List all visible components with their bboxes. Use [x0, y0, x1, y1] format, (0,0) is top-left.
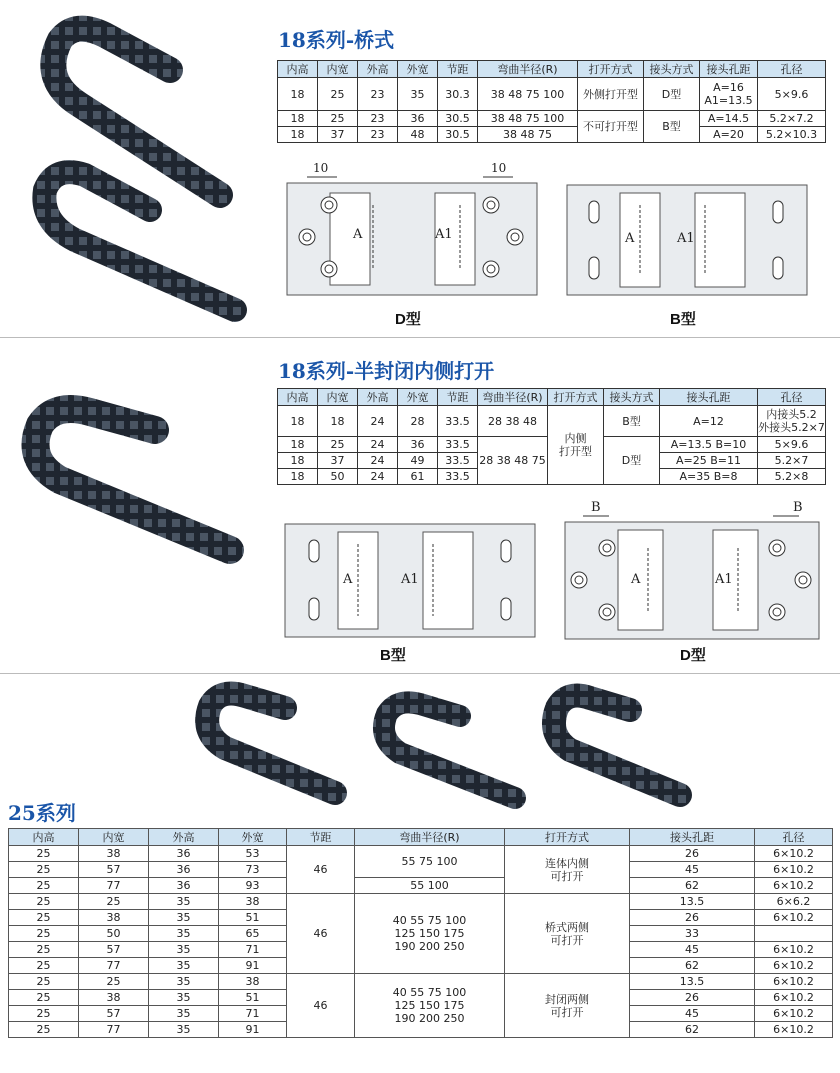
header-cell: 外高	[358, 61, 398, 78]
chain-photo-s2	[15, 390, 245, 580]
section-title-18-bridge: 18系列-桥式	[278, 28, 395, 52]
open-method-cell: 封闭两侧 可打开	[505, 974, 630, 1038]
chain-photo-s1	[20, 10, 270, 330]
dim-label: 10	[313, 161, 329, 175]
diagram-b-type-s2	[283, 522, 538, 640]
caption-d-type: D型	[680, 647, 706, 664]
table-row: 25 57 35 71 45 6×10.2	[9, 942, 833, 958]
table-row: 25 77 35 91 62 6×10.2	[9, 1022, 833, 1038]
caption-b-type: B型	[380, 647, 406, 664]
table-row: 25 77 36 93 55 100 62 6×10.2	[9, 878, 833, 894]
diagram-b-type-s1	[565, 183, 810, 298]
section-divider	[0, 673, 840, 674]
open-method-cell: 连体内侧 可打开	[505, 846, 630, 894]
dim-label: 10	[491, 161, 507, 175]
header-cell: 外宽	[219, 829, 287, 846]
chain-photo-s3-1	[185, 678, 350, 813]
radius-cell: 40 55 75 100 125 150 175 190 200 250	[355, 894, 505, 974]
radius-cell: 40 55 75 100 125 150 175 190 200 250	[355, 974, 505, 1038]
header-cell: 接头孔距	[660, 389, 758, 406]
header-cell: 打开方式	[578, 61, 644, 78]
dim-label: A	[631, 572, 641, 587]
section-divider	[0, 337, 840, 338]
header-cell: 内高	[9, 829, 79, 846]
header-cell: 接头孔距	[630, 829, 755, 846]
table-row: 25 77 35 91 62 6×10.2	[9, 958, 833, 974]
header-cell: 弯曲半径(R)	[478, 61, 578, 78]
open-method-cell: 桥式两侧 可打开	[505, 894, 630, 974]
dim-label: A1	[715, 572, 733, 587]
table-row: 18 18 24 28 33.5 28 38 48 内侧 打开型 B型 A=12 内接头5.2 外接头5.2×7	[278, 406, 826, 437]
header-cell: 内高	[278, 389, 318, 406]
dim-label: B	[591, 500, 601, 515]
header-cell: 内宽	[318, 61, 358, 78]
header-cell: 内高	[278, 61, 318, 78]
header-cell: 弯曲半径(R)	[478, 389, 548, 406]
spec-table-s3	[8, 828, 833, 1038]
table-row: 18 37 23 48 30.5 38 48 75 A=20 5.2×10.3	[278, 127, 826, 143]
radius-cell: 55 75 100	[355, 846, 505, 878]
section-title-18-semi-closed: 18系列-半封闭内侧打开	[278, 359, 495, 383]
table-row: 25 38 35 51 26 6×10.2	[9, 910, 833, 926]
header-cell: 节距	[438, 61, 478, 78]
header-cell: 接头孔距	[700, 61, 758, 78]
section-title-25: 25系列	[8, 801, 76, 825]
table-row: 18 50 24 61 33.5 A=35 B=8 5.2×8	[278, 469, 826, 485]
table-row: 25 25 35 38 46 40 55 75 100 125 150 175 190 200 250 封闭两侧 可打开 13.5 6×10.2	[9, 974, 833, 990]
table-row: 18 37 24 49 33.5 A=25 B=11 5.2×7	[278, 453, 826, 469]
spec-table-s2	[277, 388, 826, 485]
header-cell: 外高	[149, 829, 219, 846]
header-cell: 节距	[438, 389, 478, 406]
header-cell: 孔径	[758, 389, 826, 406]
header-cell: 内宽	[79, 829, 149, 846]
header-cell: 接头方式	[604, 389, 660, 406]
dim-label: A	[353, 227, 363, 242]
table-row: 18 25 23 36 30.5 38 48 75 100 不可打开型 B型 A=14.5 5.2×7.2	[278, 111, 826, 127]
table-row: 18 25 24 36 33.5 28 38 48 75 D型 A=13.5 B=10 5×9.6	[278, 437, 826, 453]
table-row: 25 50 35 65 33	[9, 926, 833, 942]
table-row: 25 25 35 38 46 40 55 75 100 125 150 175 190 200 250 桥式两侧 可打开 13.5 6×6.2	[9, 894, 833, 910]
table-row: 18 25 23 35 30.3 38 48 75 100 外侧打开型 D型 A=16 A1=13.5 5×9.6	[278, 78, 826, 111]
chain-photo-s3-3	[535, 680, 695, 815]
dim-label: A	[625, 231, 635, 246]
dim-label: A1	[435, 227, 453, 242]
header-cell: 孔径	[758, 61, 826, 78]
header-cell: 外宽	[398, 389, 438, 406]
diagram-d-type-s1	[285, 161, 540, 300]
header-cell: 孔径	[755, 829, 833, 846]
diagram-d-type-s2	[563, 500, 823, 642]
header-cell: 外宽	[398, 61, 438, 78]
dim-label: A1	[401, 572, 419, 587]
spec-table-s1	[277, 60, 826, 143]
caption-b-type: B型	[670, 311, 696, 328]
header-cell: 弯曲半径(R)	[355, 829, 505, 846]
table-row: 25 38 35 51 26 6×10.2	[9, 990, 833, 1006]
header-cell: 打开方式	[505, 829, 630, 846]
header-cell: 内宽	[318, 389, 358, 406]
header-cell: 节距	[287, 829, 355, 846]
table-row: 25 57 36 73 45 6×10.2	[9, 862, 833, 878]
header-cell: 打开方式	[548, 389, 604, 406]
table-row: 25 57 35 71 45 6×10.2	[9, 1006, 833, 1022]
dim-label: A	[343, 572, 353, 587]
dim-label: B	[793, 500, 803, 515]
chain-photo-s3-2	[365, 688, 530, 818]
header-cell: 外高	[358, 389, 398, 406]
table-row: 25 38 36 53 46 55 75 100 连体内侧 可打开 26 6×10.2	[9, 846, 833, 862]
dim-label: A1	[677, 231, 695, 246]
header-cell: 接头方式	[644, 61, 700, 78]
caption-d-type: D型	[395, 311, 421, 328]
